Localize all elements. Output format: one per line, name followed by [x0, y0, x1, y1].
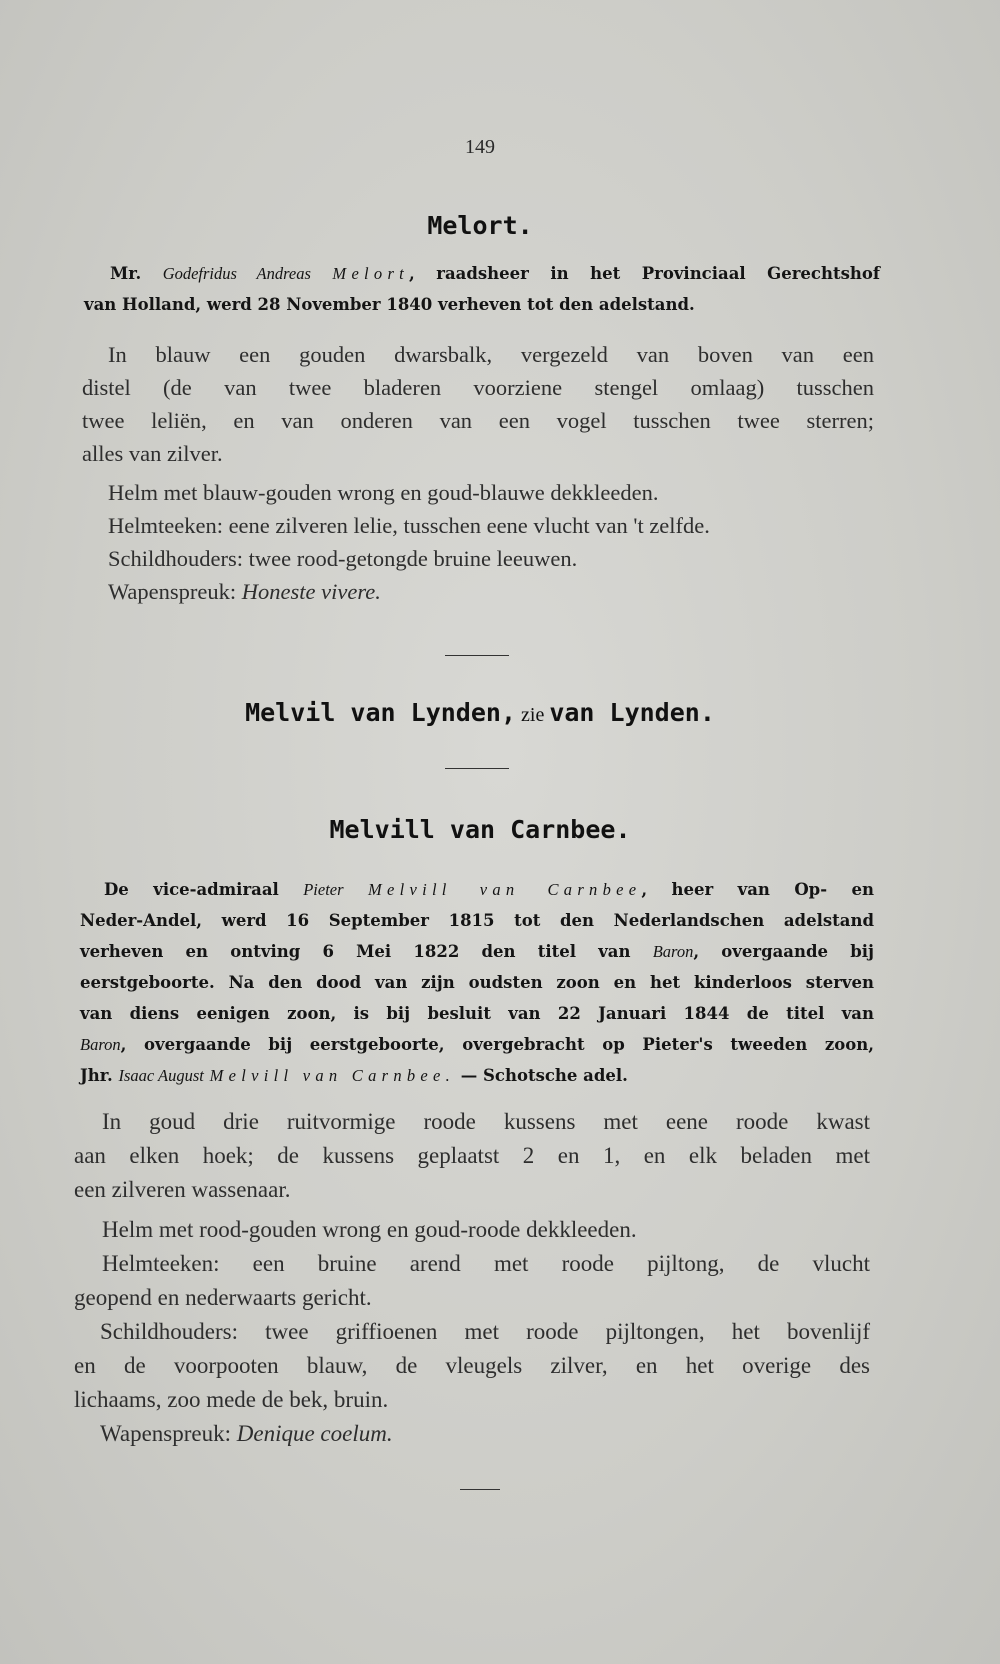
melort-helm: Helm met blauw-gouden wrong en goud-blauwe dekkleeden. — [108, 480, 659, 505]
melvill-intro-line-7: Jhr. Isaac August Melvill van Carnbee. — Schotsche adel. — [80, 1066, 628, 1085]
melort-helm-block — [108, 476, 878, 608]
melvill-blazon-line-2: aan elken hoek; de kussens geplaatst 2 en 1, en elk beladen met — [74, 1143, 870, 1168]
separator-rule — [445, 768, 509, 769]
section-title-melvil: Melvil van Lynden, zie van Lynden. — [245, 698, 715, 727]
melvill-intro-line-6: Baron, overgaande bij eerstgeboorte, overgebracht op Pieter's tweeden zoon, — [80, 1035, 874, 1054]
melvill-helmteeken-line-2: geopend en nederwaarts gericht. — [74, 1285, 372, 1310]
melort-blazon-line-3: twee leliën, en van onderen van een vogel tusschen twee sterren; — [82, 408, 874, 433]
melort-intro-line-2: van Holland, werd 28 November 1840 verheven tot den adelstand. — [84, 295, 695, 314]
section-title-melort: Melort. — [427, 211, 533, 240]
melort-helmteeken: Helmteeken: eene zilveren lelie, tusschen eene vlucht van 't zelfde. — [108, 513, 710, 538]
melvill-intro-line-1: De vice-admiraal Pieter Melvill van Carnbee, heer van Op- en — [104, 880, 874, 899]
melvill-helmteeken-line-1: Helmteeken: een bruine arend met roode pijltong, de vlucht — [102, 1251, 870, 1276]
melort-intro — [84, 258, 880, 320]
melvill-wapenspreuk: Wapenspreuk: Denique coelum. — [100, 1421, 393, 1446]
melvill-helm: Helm met rood-gouden wrong en goud-roode dekkleeden. — [102, 1217, 637, 1242]
melvill-blazon-line-1: In goud drie ruitvormige roode kussens met eene roode kwast — [102, 1109, 870, 1134]
melort-blazon — [82, 338, 874, 470]
melvill-blazon-line-3: een zilveren wassenaar. — [74, 1177, 291, 1202]
melvill-intro — [80, 874, 874, 1091]
separator-rule — [460, 1489, 500, 1490]
melvill-blazon — [74, 1105, 870, 1207]
melvill-schildhouders-line-2: en de voorpooten blauw, de vleugels zilver, en het overige des — [74, 1353, 870, 1378]
section-title-melvill: Melvill van Carnbee. — [329, 815, 631, 844]
melort-intro-line-1: Mr. Godefridus Andreas Melort, raadsheer in het Provinciaal Gerechtshof — [110, 264, 880, 283]
page-number: 149 — [465, 136, 495, 158]
melort-blazon-line-4: alles van zilver. — [82, 441, 223, 466]
melvill-intro-line-4: eerstgeboorte. Na den dood van zijn oudsten zoon en het kinderloos sterven — [80, 973, 874, 992]
melvill-intro-line-2: Neder-Andel, werd 16 September 1815 tot den Nederlandschen adelstand — [80, 911, 874, 930]
melort-wapenspreuk: Wapenspreuk: Honeste vivere. — [108, 579, 381, 604]
melvill-intro-line-5: van diens eenigen zoon, is bij besluit van 22 Januari 1844 de titel van — [80, 1004, 874, 1023]
separator-rule — [445, 655, 509, 656]
melort-blazon-line-2: distel (de van twee bladeren voorziene stengel omlaag) tusschen — [82, 375, 874, 400]
melort-schildhouders: Schildhouders: twee rood-getongde bruine leeuwen. — [108, 546, 578, 571]
melvill-schildhouders-line-3: lichaams, zoo mede de bek, bruin. — [74, 1387, 389, 1412]
melvill-intro-line-3: verheven en ontving 6 Mei 1822 den titel van Baron, overgaande bij — [80, 942, 875, 961]
melort-blazon-line-1: In blauw een gouden dwarsbalk, vergezeld van boven van een — [108, 342, 874, 367]
melvill-helm-block — [74, 1213, 870, 1451]
melvill-schildhouders-line-1: Schildhouders: twee griffioenen met roode pijltongen, het bovenlijf — [100, 1319, 870, 1344]
